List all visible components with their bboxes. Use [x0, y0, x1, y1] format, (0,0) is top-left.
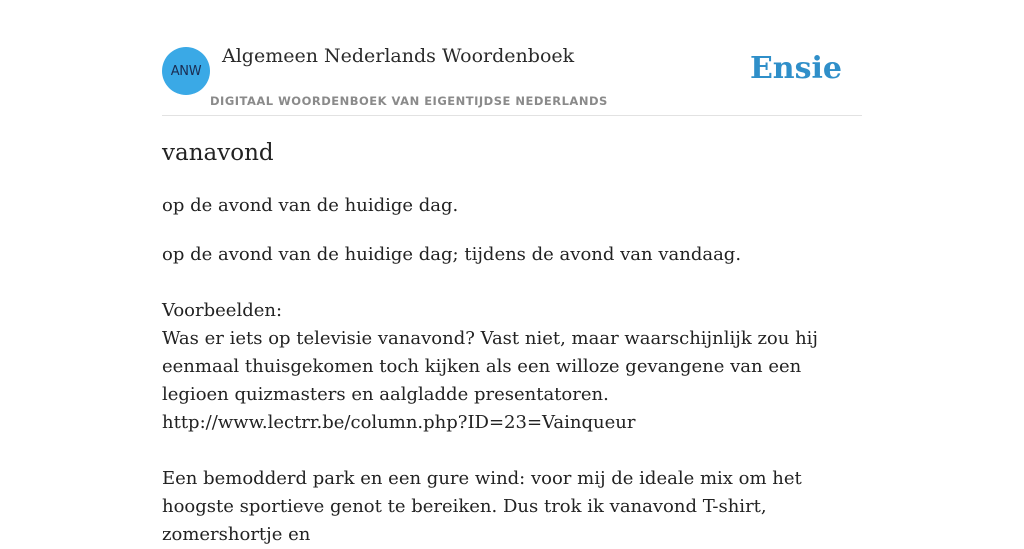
site-subtitle: DIGITAAL WOORDENBOEK VAN EIGENTIJDSE NEDERLANDS: [210, 94, 608, 108]
site-title[interactable]: Algemeen Nederlands Woordenboek: [222, 45, 575, 67]
short-definition: op de avond van de huidige dag.: [162, 195, 459, 216]
site-header: [162, 0, 862, 116]
spacer: [162, 437, 862, 465]
full-definition-block: [162, 241, 862, 549]
definition-text: op de avond van de huidige dag; tijdens de avond van vandaag.: [162, 244, 742, 265]
anw-logo[interactable]: [162, 47, 210, 95]
example-text: Een bemodderd park en een gure wind: voor mij de ideale mix om het hoogste sportieve genot te bereiken. Dus trok ik vanavond T-shirt, zomershortje en: [162, 468, 802, 545]
spacer: [162, 269, 862, 297]
ensie-brand-link[interactable]: Ensie: [749, 51, 842, 86]
examples-label: Voorbeelden:: [162, 300, 283, 321]
example-source: http://www.lectrr.be/column.php?ID=23=Vainqueur: [162, 412, 636, 433]
anw-logo-text: ANW: [170, 63, 202, 79]
example-text: Was er iets op televisie vanavond? Vast niet, maar waarschijnlijk zou hij eenmaal thuisgekomen toch kijken als een willoze gevangene van een legioen quizmasters en aalgladde presentatoren.: [162, 328, 819, 405]
entry-word: vanavond: [162, 140, 274, 166]
page: [162, 0, 862, 545]
